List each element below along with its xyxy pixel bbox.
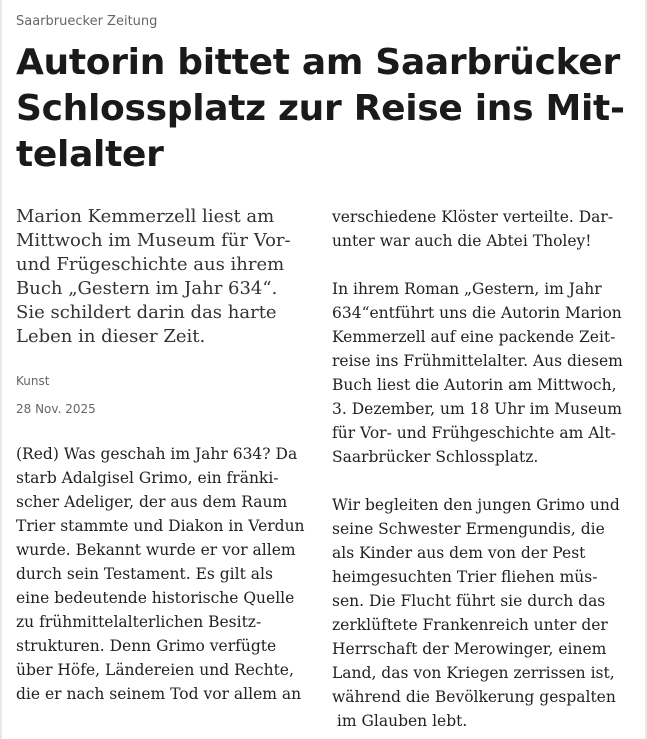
- body-line: Trier stammte und Diakon in Verdun: [16, 517, 305, 535]
- body-line: Saarbrücker Schlossplatz.: [332, 448, 539, 466]
- body-line: Land, das von Kriegen zerrissen ist,: [332, 664, 615, 682]
- body-line: für Vor- und Frühgeschichte am Alt-: [332, 424, 616, 442]
- body-line: Herrschaft der Merowinger, einem: [332, 640, 607, 658]
- article-headline: [16, 40, 631, 178]
- body-line: strukturen. Denn Grimo verfügte: [16, 637, 277, 655]
- publication-name: Saarbruecker Zeitung: [16, 14, 158, 29]
- lead-line: Sie schildert darin das harte: [16, 302, 277, 323]
- page-edge-left: [0, 0, 2, 739]
- body-line: zerklüftete Frankenreich unter der: [332, 616, 608, 634]
- headline-line: Autorin bittet am Saarbrücker: [16, 42, 620, 83]
- body-line: unter war auch die Abtei Tholey!: [332, 232, 592, 250]
- lead-line: Marion Kemmerzell liest am: [16, 206, 275, 227]
- body-line: zu frühmittelalterlichen Besitz-: [16, 613, 262, 631]
- body-line: die er nach seinem Tod vor allem an: [16, 685, 302, 703]
- body-line: verschiedene Klöster verteilte. Dar-: [332, 208, 614, 226]
- headline-line: telalter: [16, 134, 164, 175]
- body-line: seine Schwester Ermengundis, die: [332, 520, 605, 538]
- body-paragraph: [332, 277, 623, 469]
- body-line: 3. Dezember, um 18 Uhr im Museum: [332, 400, 622, 418]
- lead-line: Buch „Gestern im Jahr 634“.: [16, 278, 278, 299]
- body-paragraph: [16, 442, 305, 706]
- body-line: Kemmerzell auf eine packende Zeit-: [332, 328, 616, 346]
- article-category[interactable]: Kunst: [16, 374, 50, 388]
- article-column-left: [16, 205, 316, 703]
- body-line: starb Adalgisel Grimo, ein fränki-: [16, 469, 279, 487]
- article-lead: [16, 205, 316, 349]
- body-line: durch sein Testament. Es gilt als: [16, 565, 273, 583]
- body-line: In ihrem Roman „Gestern, im Jahr: [332, 280, 602, 298]
- body-line: scher Adeliger, der aus dem Raum: [16, 493, 288, 511]
- body-line: als Kinder aus dem von der Pest: [332, 544, 586, 562]
- body-line: während die Bevölkerung gespalten: [332, 688, 616, 706]
- lead-line: Leben in dieser Zeit.: [16, 326, 206, 347]
- headline-line: Schlossplatz zur Reise ins Mit-: [16, 88, 625, 129]
- lead-line: und Frügeschichte aus ihrem: [16, 254, 285, 275]
- body-line: 634“entführt uns die Autorin Marion: [332, 304, 622, 322]
- body-line: heimgesuchten Trier fliehen müs-: [332, 568, 598, 586]
- body-line: Wir begleiten den jungen Grimo und: [332, 496, 620, 514]
- body-line: im Glauben lebt.: [332, 712, 468, 730]
- body-line: wurde. Bekannt wurde er vor allem: [16, 541, 296, 559]
- article-date: 28 Nov. 2025: [16, 402, 96, 416]
- body-line: Buch liest die Autorin am Mittwoch,: [332, 376, 617, 394]
- body-line: eine bedeutende historische Quelle: [16, 589, 295, 607]
- body-line: (Red) Was geschah im Jahr 634? Da: [16, 445, 298, 463]
- body-paragraph: [332, 205, 613, 253]
- body-line: sen. Die Flucht führt sie durch das: [332, 592, 606, 610]
- body-line: reise ins Frühmittelalter. Aus diesem: [332, 352, 623, 370]
- lead-line: Mittwoch im Museum für Vor-: [16, 230, 291, 251]
- body-line: über Höfe, Ländereien und Rechte,: [16, 661, 294, 679]
- body-paragraph: [332, 493, 620, 733]
